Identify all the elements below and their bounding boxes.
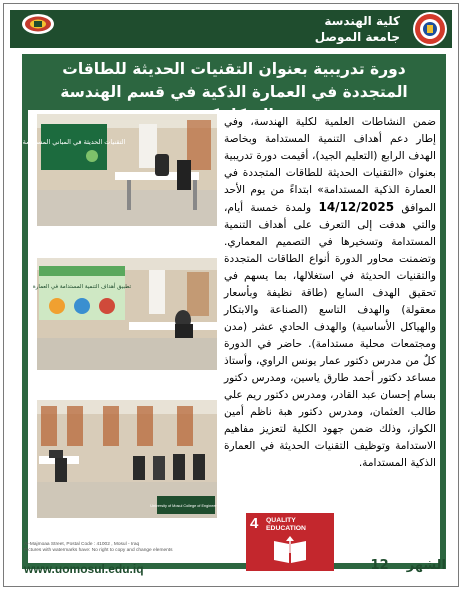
event-date: 14/12/2025 <box>318 200 395 214</box>
footer-website-link[interactable]: www.uomosul.edu.iq <box>24 562 144 576</box>
article-panel <box>22 54 446 569</box>
sdg-label <box>266 517 306 533</box>
issue-month <box>346 558 446 573</box>
article-paragraph-2: ولمدة خمسة أيام، والتي هدفت إلى التعرف على أهداف التنمية المستدامة وتسخيرها في التصميم المعماري. وتضمنت محاور الدورة أنواع الطاقات المتجددة والتقنيات الحديثة في استغلالها، بما يسهم في تحقيق الهدف السابع (طاقة نظيفة وبأسعار معقولة) والهدف التاسع (الصناعة والابتكار والهياكل الأساسية) والهدف الحادي عشر (مدن ومجتمعات محلية مستدامة). حاضر في الدورة كلٌ من مدرس دكتور عمار يونس الراوي، وأستاذ مساعد دكتور أحمد طارق ياسين، ومدرس دكتور بسام إحسان عبد القادر، ومدرس دكتور ريم علي طالب العثمان، ومدرس دكتور هبة ناظم أمين الكواز، وذلك ضمن جهود الكلية لتعزيز مفاهيم الاستدامة وتوظيف التقنيات الحديثة في العمارة الذكية المستدامة. <box>224 202 436 469</box>
university-logo-icon <box>20 12 56 36</box>
slide-title-text: التقنيات الحديثة في المباني المستدامة <box>22 138 126 146</box>
sdg-number: 4 <box>250 515 259 532</box>
training-photo-2 <box>32 258 217 370</box>
engineering-seal-icon <box>412 11 448 47</box>
article-text <box>224 114 436 472</box>
photo-university-label: University of Mosul College of Engineering <box>150 504 222 508</box>
footer-rights-line: Pictures with watermarks have: No right to copy and change elements <box>24 548 173 553</box>
month-label: الشهر <box>406 558 446 573</box>
training-photo-3 <box>37 400 222 518</box>
article-body <box>22 110 440 563</box>
sdg-label-line1: QUALITY <box>266 517 296 524</box>
month-number: 12 <box>370 558 389 573</box>
slide2-text: تطبيق أهداف التنمية المستدامة في العمارة <box>32 284 132 290</box>
article-paragraph-1: ضمن النشاطات العلمية لكلية الهندسة، وفي إطار دعم أهداف التنمية المستدامة وبخاصة الهدف الرابع (التعليم الجيد)، أقيمت دورة تدريبية بعنوان «التقنيات الحديثة للطاقات المتجددة في العمارة الذكية المستدامة» ابتداءً من يوم الأحد الموافق <box>224 116 437 214</box>
sdg-label-line2: EDUCATION <box>266 525 306 532</box>
college-title: كلية الهندسة <box>324 14 400 28</box>
open-book-icon <box>270 535 310 567</box>
college-name <box>250 13 400 45</box>
footer-address <box>24 542 244 554</box>
article-title: دورة تدريبية بعنوان التقنيات الحديثة للطاقات المتجددة في العمارة الذكية في قسم الهندسة <box>60 60 408 101</box>
footer-address-line: Al-Majmoaa Street, Postal Code : 41002 , Mosul - Iraq <box>24 542 140 547</box>
header-bar <box>10 10 452 48</box>
training-photo-1 <box>22 114 217 226</box>
sdg4-badge <box>246 513 334 571</box>
university-title: جامعة الموصل <box>314 30 400 44</box>
